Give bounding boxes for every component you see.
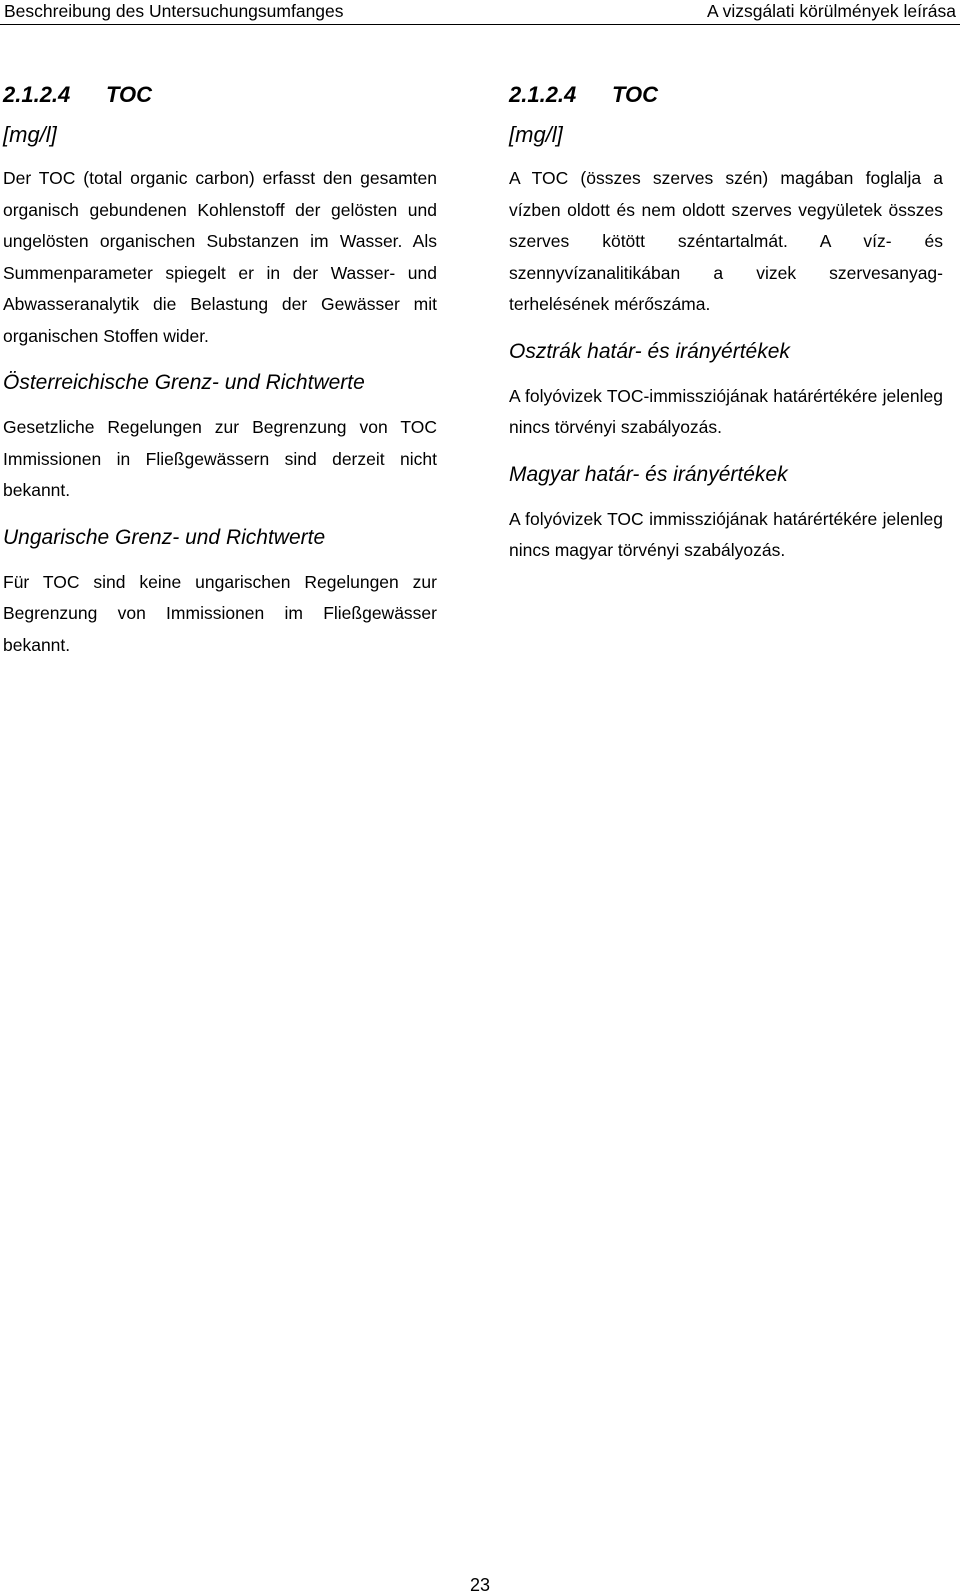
intro-paragraph: Der TOC (total organic carbon) erfasst den gesamten organisch gebundenen Kohlenstoff der gelösten und ungelösten organischen Substanzen im Wasser. Als Summenparameter spiegelt er in der Wasser- und Abwasseranalytik die Belastung der Gewässer mit organischen Stoffen wider. [3,168,437,346]
austrian-limits-text: Gesetzliche Regelungen zur Begrenzung von TOC Immissionen in Fließgewässern sind derzeit nicht bekannt. [3,417,437,500]
section-number: 2.1.2.4 [509,82,577,107]
intro-paragraph: A TOC (összes szerves szén) magában foglalja a vízben oldott és nem oldott szerves vegyületek összes szerves kötött széntartalmát. A víz- és szennyvízanalitikában a vizek szervesanyag-terhelésének mérőszáma. [509,168,943,314]
austrian-limits-heading: Österreichische Grenz- und Richtwerte [3,371,365,394]
page-header [0,0,960,25]
unit-label: [mg/l] [509,122,563,147]
section-title: TOC [106,82,153,107]
section-heading [509,80,943,110]
hungarian-limits-text: Für TOC sind keine ungarischen Regelungen zur Begrenzung von Immissionen im Fließgewässer bekannt. [3,571,437,655]
hungarian-limits-heading: Ungarische Grenz- und Richtwerte [3,525,326,549]
austrian-limits-text: A folyóvizek TOC-immissziójának határértékére jelenleg nincs törvényi szabályozás. [509,385,943,437]
hungarian-limits-heading: Magyar határ- és irányértékek [509,462,788,486]
page-number: 23 [469,1575,491,1595]
german-column [3,80,437,661]
section-heading [3,80,437,110]
austrian-limits-heading: Osztrák határ- és irányértékek [509,339,790,363]
hungarian-column [509,80,943,567]
unit-label: [mg/l] [3,122,57,147]
header-left-title: Beschreibung des Untersuchungsumfanges [4,1,344,21]
hungarian-limits-text: A folyóvizek TOC immissziójának határértékére jelenleg nincs magyar törvényi szabályozás. [509,508,943,560]
section-number: 2.1.2.4 [3,82,71,107]
header-right-title: A vizsgálati körülmények leírása [707,1,956,21]
section-title: TOC [612,82,659,107]
